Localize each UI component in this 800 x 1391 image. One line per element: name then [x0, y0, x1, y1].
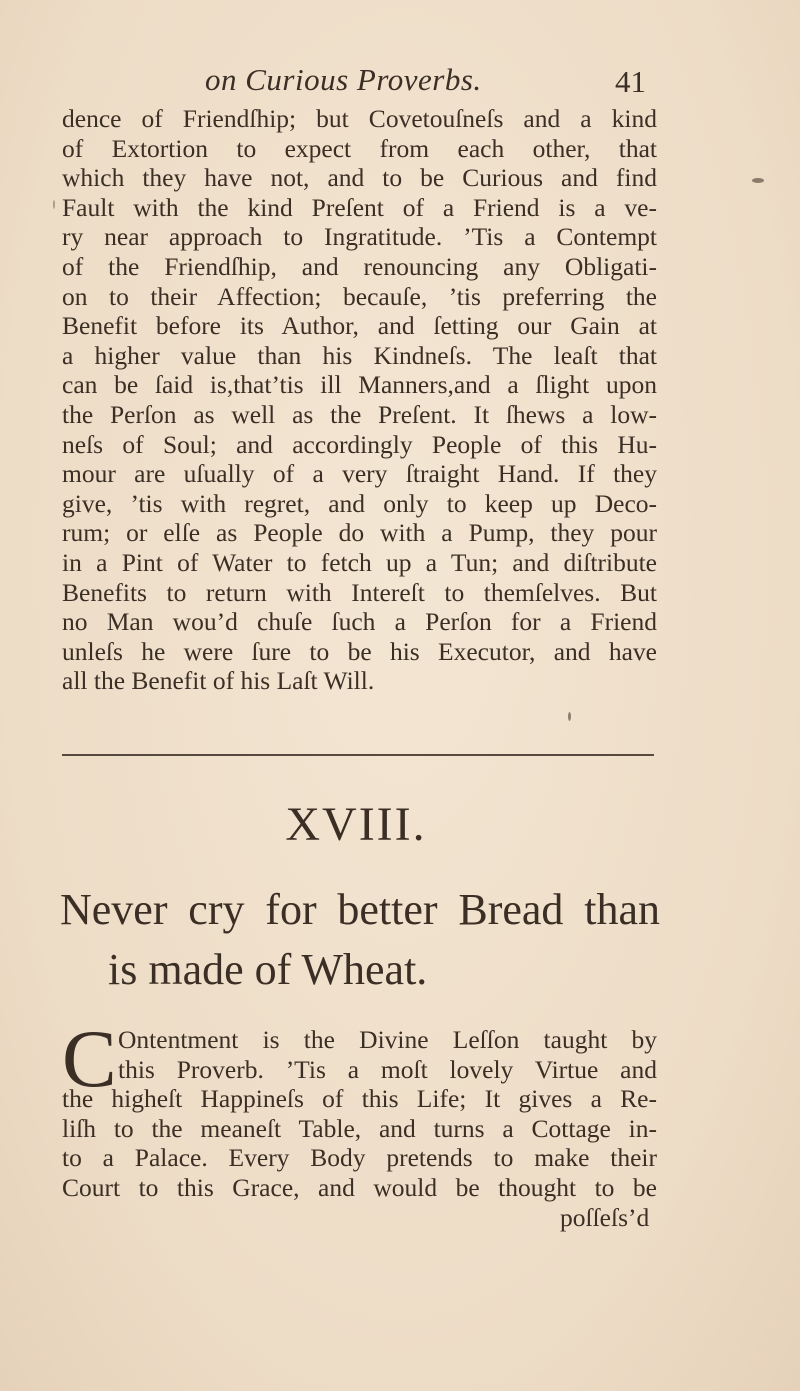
- proverb-line: is made of Wheat.: [108, 945, 428, 994]
- text-line: the Perſon as well as the Preſent. It ſhews a low-: [62, 399, 657, 429]
- text-line: a higher value than his Kindneſs. The leaſt that: [62, 340, 657, 370]
- text-line: Ontentment is the Divine Leſſon taught by: [118, 1025, 657, 1054]
- text-line: no Man wou’d chuſe ſuch a Perſon for a Friend: [62, 607, 657, 637]
- drop-cap: C: [62, 1013, 117, 1104]
- text-line: of Extortion to expect from each other, that: [62, 133, 657, 163]
- text-line: unleſs he were ſure to be his Executor, and have: [62, 636, 657, 666]
- text-line: liſh to the meaneſt Table, and turns a Cottage in-: [62, 1113, 657, 1143]
- paragraph-friendship: [62, 104, 657, 696]
- text-line: which they have not, and to be Curious and find: [62, 163, 657, 193]
- section-number: XVIII.: [285, 798, 427, 851]
- text-line: of the Friendſhip, and renouncing any Obligati-: [62, 251, 657, 281]
- text-line: Fault with the kind Preſent of a Friend is a ve-: [62, 192, 657, 222]
- paper-speck: [568, 712, 571, 721]
- text-line: all the Benefit of his Laſt Will.: [62, 666, 375, 696]
- text-line: to a Palace. Every Body pretends to make their: [62, 1143, 657, 1173]
- text-line: mour are uſually of a very ſtraight Hand. If they: [62, 459, 657, 489]
- text-line: Court to this Grace, and would be thought to be: [62, 1172, 657, 1202]
- section-divider-rule: [62, 754, 654, 756]
- text-line: this Proverb. ’Tis a moſt lovely Virtue and: [118, 1054, 657, 1084]
- proverb-heading: [60, 880, 660, 1000]
- text-line: the higheſt Happineſs of this Life; It gives a Re-: [62, 1084, 657, 1114]
- paper-speck: [53, 200, 55, 209]
- text-line: in a Pint of Water to fetch up a Tun; and diſtribute: [62, 547, 657, 577]
- paragraph-contentment: [62, 1013, 657, 1203]
- catchword: poſſeſs’d: [560, 1203, 650, 1232]
- text-line: on to their Affection; becauſe, ’tis preferring the: [62, 281, 657, 311]
- text-line: ry near approach to Ingratitude. ’Tis a Contempt: [62, 222, 657, 252]
- text-line: neſs of Soul; and accordingly People of this Hu-: [62, 429, 657, 459]
- paper-speck: [752, 178, 764, 183]
- running-head: [0, 62, 800, 102]
- running-title: on Curious Proverbs.: [205, 62, 482, 97]
- proverb-line: Never cry for better Bread than: [60, 885, 660, 934]
- text-line: Benefit before its Author, and ſetting our Gain at: [62, 311, 657, 341]
- text-line: rum; or elſe as People do with a Pump, they pour: [62, 518, 657, 548]
- text-line: Benefits to return with Intereſt to themſelves. But: [62, 577, 657, 607]
- page-number: 41: [615, 64, 646, 99]
- text-line: dence of Friendſhip; but Covetouſneſs and a kind: [62, 104, 657, 133]
- text-line: give, ’tis with regret, and only to keep up Deco-: [62, 488, 657, 518]
- text-line: can be ſaid is,that’tis ill Manners,and a ſlight upon: [62, 370, 657, 400]
